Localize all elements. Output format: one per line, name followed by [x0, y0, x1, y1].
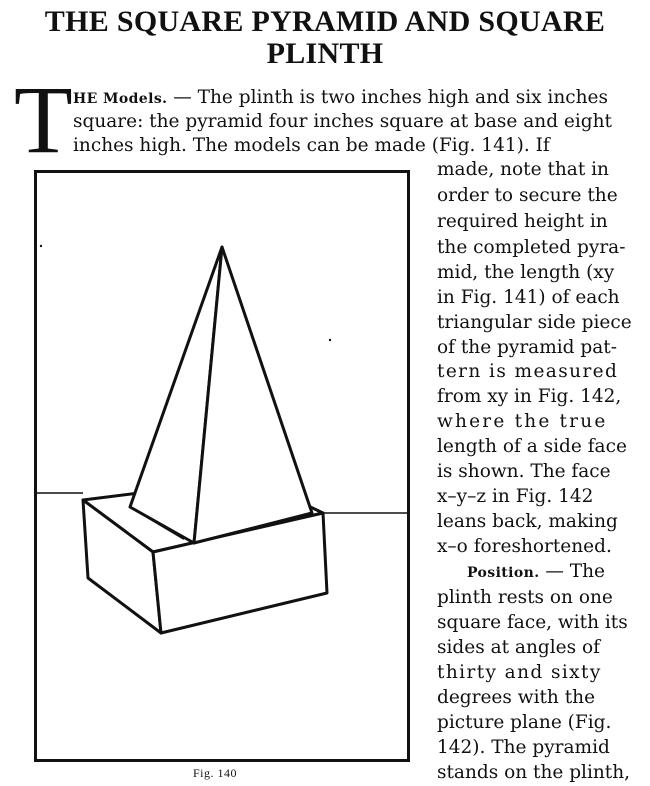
title-line-1: THE SQUARE PYRAMID AND SQUARE: [44, 5, 606, 38]
position-line-6: degrees with the: [437, 687, 596, 708]
right-line-3: required height in: [437, 211, 608, 232]
title-line-2: PLINTH: [266, 37, 384, 70]
intro-line-2: square: the pyramid four inches square at base and eight: [73, 111, 612, 132]
figure-caption: Fig. 140: [193, 766, 238, 780]
position-line-2: plinth rests on one: [437, 587, 613, 608]
intro-line-3: inches high. The models can be made (Fig. 141). If: [73, 135, 550, 156]
right-line-15: leans back, making: [437, 511, 618, 532]
right-line-9: tern is measured: [437, 361, 619, 382]
position-heading: Position.: [467, 565, 540, 581]
position-line-7: picture plane (Fig.: [437, 712, 612, 733]
right-line-2: order to secure the: [437, 185, 618, 206]
right-line-1: made, note that in: [437, 159, 609, 180]
right-line-4: the completed pyra-: [437, 237, 626, 258]
right-line-11: where the true: [437, 411, 608, 432]
position-line-4: sides at angles of: [437, 637, 600, 658]
position-line-1-text: — The: [539, 561, 605, 582]
position-line-9: stands on the plinth,: [437, 762, 631, 783]
right-line-13: is shown. The face: [437, 461, 611, 482]
position-line-8: 142). The pyramid: [437, 737, 610, 758]
right-line-12: length of a side face: [437, 436, 627, 457]
intro-line-1-text: — The plinth is two inches high and six inches: [167, 87, 608, 108]
right-line-10: from xy in Fig. 142,: [437, 386, 622, 407]
position-line-1: [467, 560, 627, 585]
right-line-5: mid, the length (xy: [437, 262, 615, 283]
right-line-6: in Fig. 141) of each: [437, 287, 620, 308]
right-line-16: x–o foreshortened.: [437, 536, 612, 557]
figure-frame: [34, 170, 410, 762]
right-line-14: x–y–z in Fig. 142: [437, 486, 594, 507]
right-line-7: triangular side piece: [437, 312, 632, 333]
drop-cap: T: [14, 66, 73, 173]
page-title: [0, 6, 650, 70]
pyramid-plinth-illustration: [37, 173, 407, 759]
position-line-5: thirty and sixty: [437, 662, 602, 683]
models-heading: HE Models.: [73, 91, 168, 107]
right-line-8: of the pyramid pat-: [437, 337, 617, 358]
position-line-3: square face, with its: [437, 612, 628, 633]
intro-line-1: [73, 86, 623, 111]
